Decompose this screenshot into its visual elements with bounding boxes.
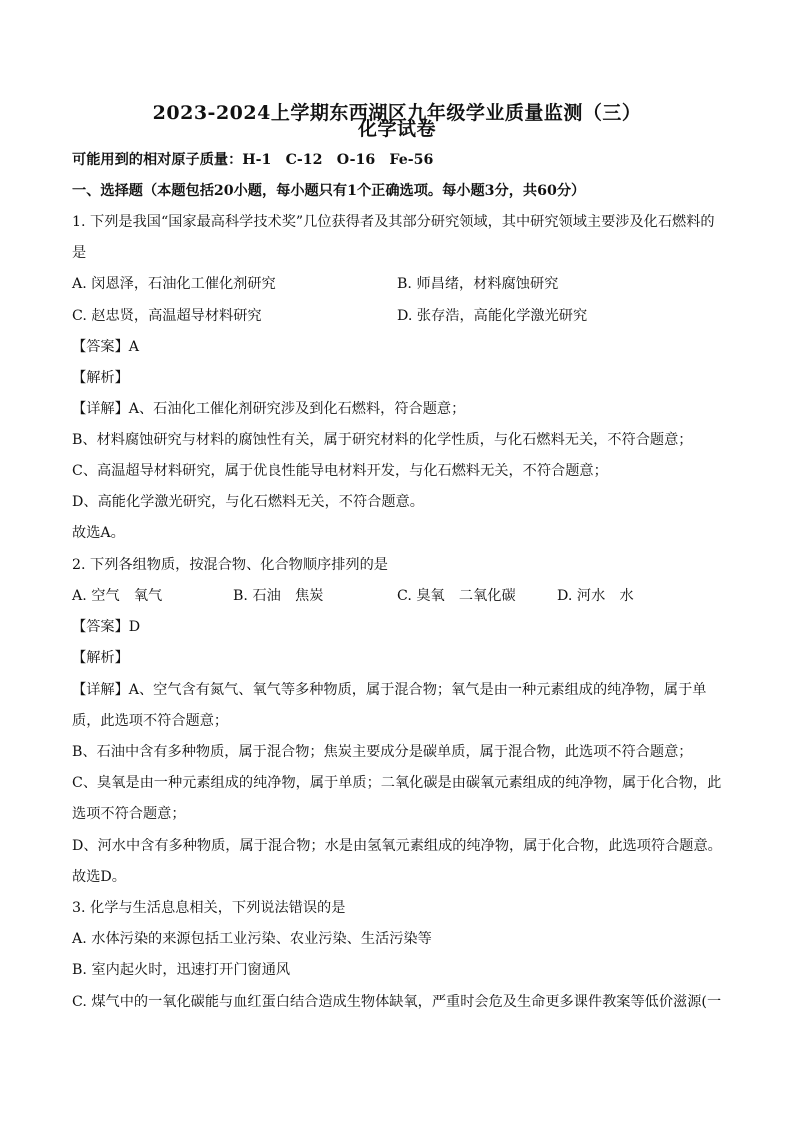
atomic-mass-note: 可能用到的相对原子质量：H-1 C-12 O-16 Fe-56 bbox=[72, 152, 434, 168]
exam-subtitle: 化学试卷 bbox=[357, 118, 436, 140]
question-2-option-c: C. 臭氧 二氧化碳 bbox=[397, 588, 516, 604]
question-2-stem: 2. 下列各组物质，按混合物、化合物顺序排列的是 bbox=[72, 557, 388, 573]
question-1-option-d: D. 张存浩，高能化学激光研究 bbox=[397, 308, 588, 324]
question-1-conclusion: 故选A。 bbox=[72, 525, 125, 541]
question-3-option-c: C. 煤气中的一氧化碳能与血红蛋白结合造成生物体缺氧，严重时会危及生命更多课件教案等低价滋源(一 bbox=[72, 994, 722, 1010]
question-1-stem-cont: 是 bbox=[72, 245, 87, 261]
question-2-detail-c-cont: 选项不符合题意； bbox=[72, 806, 186, 822]
question-1-option-c: C. 赵忠贤，高温超导材料研究 bbox=[72, 308, 262, 324]
question-2-option-a: A. 空气 氧气 bbox=[72, 588, 163, 604]
question-2-conclusion: 故选D。 bbox=[72, 869, 126, 885]
question-3-option-a: A. 水体污染的来源包括工业污染、农业污染、生活污染等 bbox=[72, 931, 432, 947]
question-1-detail-d: D、高能化学激光研究，与化石燃料无关，不符合题意。 bbox=[72, 494, 424, 510]
question-2-detail-c: C、臭氧是由一种元素组成的纯净物，属于单质；二氧化碳是由碳氧元素组成的纯净物，属于化合物，此 bbox=[72, 775, 722, 791]
exam-title: 2023-2024上学期东西湖区九年级学业质量监测（三） bbox=[152, 102, 642, 124]
question-1-detail-b: B、材料腐蚀研究与材料的腐蚀性有关，属于研究材料的化学性质，与化石燃料无关，不符合题意； bbox=[72, 432, 693, 448]
question-3-stem: 3. 化学与生活息息相关，下列说法错误的是 bbox=[72, 900, 346, 916]
question-1-analysis-label: 【解析】 bbox=[72, 370, 129, 386]
question-2-option-d: D. 河水 水 bbox=[557, 588, 634, 604]
question-2-detail-b: B、石油中含有多种物质，属于混合物；焦炭主要成分是碳单质，属于混合物，此选项不符合题意； bbox=[72, 744, 693, 760]
question-2-option-b: B. 石油 焦炭 bbox=[233, 588, 324, 604]
question-2-analysis-label: 【解析】 bbox=[72, 650, 129, 666]
question-1-detail-c: C、高温超导材料研究，属于优良性能导电材料开发，与化石燃料无关，不符合题意； bbox=[72, 463, 608, 479]
question-1-stem: 1. 下列是我国“国家最高科学技术奖”几位获得者及其部分研究领域，其中研究领域主要涉及化石燃料的 bbox=[72, 214, 715, 230]
question-1-option-a: A. 闵恩泽，石油化工催化剂研究 bbox=[72, 276, 276, 292]
question-2-detail-d: D、河水中含有多种物质，属于混合物；水是由氢氧元素组成的纯净物，属于化合物，此选项符合题意。 bbox=[72, 838, 722, 854]
question-1-option-b: B. 师昌绪，材料腐蚀研究 bbox=[397, 276, 559, 292]
question-2-answer: 【答案】D bbox=[72, 619, 141, 635]
question-2-detail-a: 【详解】A、空气含有氮气、氧气等多种物质，属于混合物；氧气是由一种元素组成的纯净物，属于单 bbox=[72, 682, 707, 698]
section-heading: 一、选择题（本题包括20小题，每小题只有1个正确选项。每小题3分，共60分） bbox=[72, 183, 586, 199]
question-1-detail-a: 【详解】A、石油化工催化剂研究涉及到化石燃料，符合题意； bbox=[72, 401, 466, 417]
question-1-answer: 【答案】A bbox=[72, 339, 139, 355]
question-2-detail-a-cont: 质，此选项不符合题意； bbox=[72, 713, 229, 729]
question-3-option-b: B. 室内起火时，迅速打开门窗通风 bbox=[72, 962, 291, 978]
